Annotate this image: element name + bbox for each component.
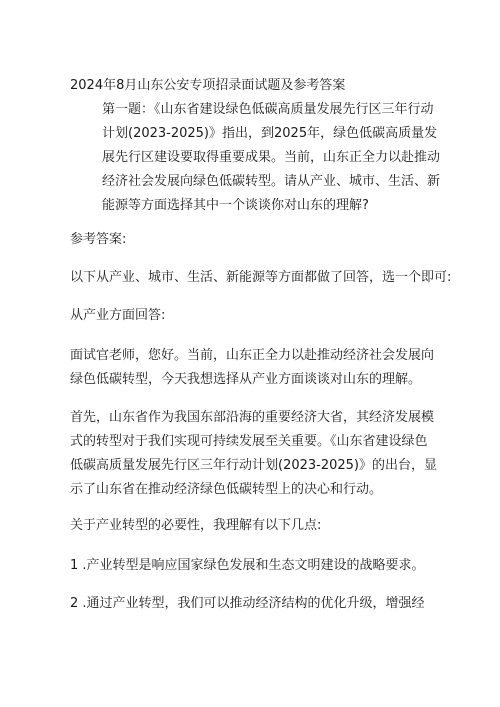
paragraph-greeting: 面试官老师，您好。当前，山东正全力以赴推动经济社会发展向绿色低碳转型，今天我想选择从产业方面谈谈对山东的理解。	[70, 348, 435, 387]
points-heading: 关于产业转型的必要性，我理解有以下几点:	[70, 518, 322, 533]
section-heading: 从产业方面回答:	[70, 308, 166, 323]
point-item-2: 2 .通过产业转型，我们可以推动经济结构的优化升级，增强经	[70, 596, 425, 611]
document-title: 2024年8月山东公安专项招录面试题及参考答案	[70, 78, 346, 93]
point-item-1: 1 .产业转型是响应国家绿色发展和生态文明建设的战略要求。	[70, 558, 425, 573]
paragraph-first: 首先，山东省作为我国东部沿海的重要经济大省，其经济发展模式的转型对于我们实现可持续发展至关重要。《山东省建设绿色低碳高质量发展先行区三年行动计划(2023-2025)》的出台，显示了山东省在推动经济绿色低碳转型上的决心和行动。	[70, 410, 438, 497]
answer-heading: 参考答案:	[70, 232, 127, 247]
intro-text: 以下从产业、城市、生活、新能源等方面都做了回答，选一个即可:	[70, 270, 452, 285]
question-text: 第一题：《山东省建设绿色低碳高质量发展先行区三年行动计划(2023-2025)》指出，到2025年，绿色低碳高质量发展先行区建设要取得重要成果。当前，山东正全力以赴推动经济社会发展向绿色低碳转型。请从产业、城市、生活、新能源等方面选择其中一个谈谈你对山东的理解?	[102, 102, 441, 213]
